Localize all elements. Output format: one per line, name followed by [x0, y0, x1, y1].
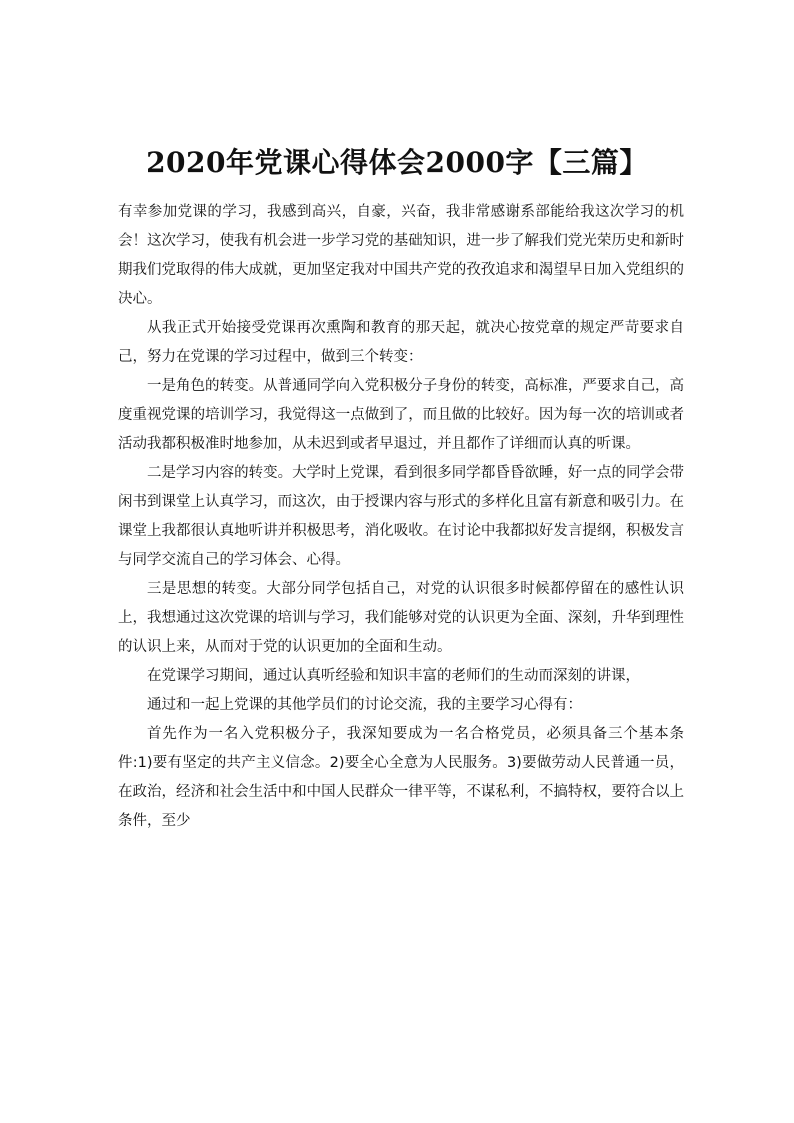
paragraph-discussion: 通过和一起上党课的其他学员们的讨论交流，我的主要学习心得有：: [147, 697, 582, 713]
paragraph-study-period: 在党课学习期间，通过认真听经验和知识丰富的老师们的生动而深刻的讲课，: [147, 668, 640, 684]
document-body: [118, 198, 684, 836]
paragraph-thinking-change: 三是思想的转变。大部分同学包括自己，对党的认识很多时候都停留在的感性认识上，我想通过这次党课的培训与学习，我们能够对党的认识更为全面、深刻，升华到理性的认识上来，从而对于党的认识更加的全面和生动。: [118, 581, 684, 655]
document-title: 2020年党课心得体会2000字【三篇】: [146, 145, 648, 179]
paragraph-learning-content-change: 二是学习内容的转变。大学时上党课，看到很多同学都昏昏欲睡，好一点的同学会带闲书到课堂上认真学习，而这次，由于授课内容与形式的多样化且富有新意和吸引力。在课堂上我都很认真地听讲并积极思考，消化吸收。在讨论中我都拟好发言提纲，积极发言与同学交流自己的学习体会、心得。: [118, 465, 684, 568]
paragraph-intro: 有幸参加党课的学习，我感到高兴，自豪，兴奋，我非常感谢系部能给我这次学习的机会！这次学习，使我有机会进一步学习党的基础知识，进一步了解我们党光荣历史和新时期我们党取得的伟大成就，更加坚定我对中国共产党的孜孜追求和渴望早日加入党组织的决心。: [118, 204, 684, 307]
paragraph-member-conditions: 首先作为一名入党积极分子，我深知要成为一名合格党员，必须具备三个基本条件:1)要有坚定的共产主义信念。2)要全心全意为人民服务。3)要做劳动人民普通一员，在政治，经济和社会生活中和中国人民群众一律平等，不谋私利，不搞特权，要符合以上条件，至少: [118, 726, 684, 829]
paragraph-three-changes: 从我正式开始接受党课再次熏陶和教育的那天起，就决心按党章的规定严苛要求自己，努力在党课的学习过程中，做到三个转变：: [118, 320, 684, 365]
paragraph-role-change: 一是角色的转变。从普通同学向入党积极分子身份的转变，高标准，严要求自己，高度重视党课的培训学习，我觉得这一点做到了，而且做的比较好。因为每一次的培训或者活动我都积极准时地参加，从未迟到或者早退过，并且都作了详细而认真的听课。: [118, 378, 684, 452]
